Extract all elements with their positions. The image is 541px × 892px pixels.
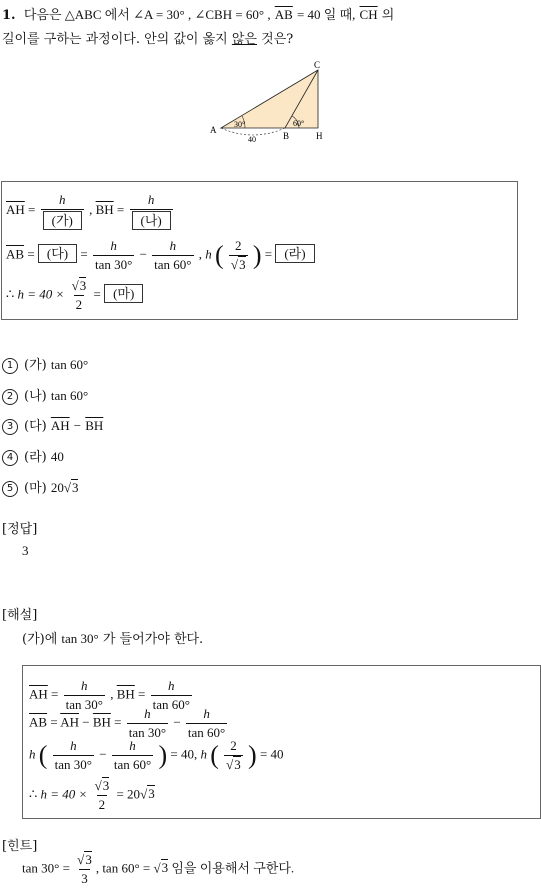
denominator: tan 60° [152,697,190,712]
denominator: 3 [81,871,88,886]
variable-h: h [200,746,207,762]
option-2[interactable] [2,385,88,405]
segment-bh: $\overline{BH}$ [95,201,114,217]
denominator: √3 [230,257,246,272]
explanation-tan: tan 30° [61,631,99,646]
option-label: (나) [24,389,47,404]
hint-tail: 임을 이용해서 구한다. [171,860,295,876]
comma: , [89,201,93,217]
numerator: h [129,738,136,753]
radicand: 3 [85,852,92,867]
explanation-text-b: 가 들어가야 한다. [102,632,204,647]
fraction [127,706,168,741]
option-value: tan 60° [50,388,89,403]
eq-sign: = [28,201,36,217]
fraction [41,192,84,230]
minus-sign: − [139,246,147,262]
question-text: 의 [381,8,395,23]
paren-open: ( [215,240,224,270]
option-5[interactable] [2,477,78,497]
result-40: = 40 [170,746,194,762]
fraction [93,778,112,813]
option-number: 1 [2,358,18,374]
option-value-pre: 20 [50,480,64,495]
option-number: 5 [2,481,18,497]
numerator: h [144,706,151,721]
option-4[interactable] [2,446,64,466]
eq-sign: = [138,686,146,702]
variable-h: h [205,246,212,262]
comma: , [193,746,198,762]
fraction [53,738,94,773]
question-text: 길이를 구하는 과정이다. 안의 값이 옳지 [2,32,228,47]
segment-ah: $\overline{AH}$ [29,686,48,702]
hint-heading: [힌트] [2,839,38,854]
segment-ch: $\overline{CH}$ [359,7,378,22]
option-label: (라) [24,450,47,465]
numerator: 2 [234,238,242,253]
label-b: B [283,131,290,141]
paren-close: ) [158,740,168,770]
denominator: tan 60° [113,757,152,772]
fraction [70,278,89,313]
question-line-1 [2,4,394,23]
segment-ab: $\overline{AB}$ [6,246,25,262]
length-brace [221,128,285,135]
eq-sign: = [50,714,58,730]
numerator: h [147,192,155,207]
explanation-heading: [해설] [2,608,38,623]
label-h: H [316,131,323,141]
minus-sign: − [82,714,90,730]
numerator: h [58,192,66,207]
result-40: = 40 [259,746,284,762]
equation-text: h = 40 × [17,286,65,302]
comma: , [198,246,202,262]
paren-close: ) [248,740,257,770]
eq-sign: = [27,246,35,262]
segment-ah: $\overline{AH}$ [60,714,79,730]
process-line-1 [6,192,175,230]
paren-open: ( [210,740,219,770]
denominator: tan 60° [187,725,226,740]
blank-ra: (라) [275,244,314,263]
denominator: tan 30° [65,697,103,712]
segment-ah: $\overline{AH}$ [6,201,25,217]
fraction [112,738,153,773]
comma: , [110,686,114,702]
option-number: 2 [2,389,18,405]
numerator: h [70,738,77,753]
numerator: 2 [230,738,237,753]
equation-text: h = 40 × [40,786,88,802]
fraction [224,738,243,773]
option-number: 3 [2,419,18,435]
question-text: 것은? [261,32,294,47]
option-value: − [73,418,82,433]
radicand: 3 [239,257,246,272]
fraction [75,852,94,887]
paren-open: ( [38,740,48,770]
radicand: 3 [161,860,169,876]
radicand: 3 [102,778,110,793]
option-1[interactable] [2,354,88,374]
segment-ab: $\overline{AB}$ [274,7,293,22]
question-text: = 40 일 때, [296,7,356,22]
explanation-box [22,665,541,819]
segment-bh: $\overline{BH}$ [116,686,135,702]
therefore-sign: ∴ [29,786,38,802]
angle-a-label: 30° [234,120,246,129]
question-number: 1. [2,8,16,23]
numerator: h [203,706,210,721]
answer-value: 3 [22,543,29,558]
process-line-3 [6,278,143,313]
option-value: $\overline{AH}$ [50,418,70,433]
numerator: h [81,678,88,693]
denominator: √3 [226,757,241,772]
denominator: tan 30° [54,757,93,772]
fraction [152,238,193,273]
option-label: (다) [24,419,47,434]
radicand: 3 [234,757,241,772]
eq-sign: = [51,686,59,702]
question-text: 다음은 △ABC 에서 ∠A = 30° , ∠CBH = 60° , [23,7,271,22]
eq-sign: = [114,714,122,730]
hint-tan30: tan 30° = [22,860,70,876]
option-label: (마) [24,481,47,496]
fraction [93,238,134,273]
explanation-line-4: ∴ h = 40 × $\frac{√3}{2}$ = 20√3 [29,778,155,812]
option-value: tan 60° [50,357,89,372]
numerator: √3 [94,778,110,793]
option-number: 4 [2,450,18,466]
segment-ab: $\overline{AB}$ [29,714,48,730]
label-a: A [210,125,217,135]
segment-bh: $\overline{BH}$ [92,714,111,730]
underlined-word: 않은 [231,32,257,47]
fraction [229,238,248,273]
numerator: h [169,238,177,253]
hint-mid: , tan 60° = [95,860,151,876]
denominator: tan 30° [128,725,167,740]
option-value: 40 [50,449,64,464]
denominator: tan 30° [94,257,133,272]
variable-h: h [29,746,36,762]
length-label: 40 [248,135,256,144]
denominator [130,209,173,230]
answer-heading: [정답] [2,522,38,537]
blank-ma: (마) [104,284,143,303]
explanation-text [22,628,203,647]
option-value: 20√3 [50,480,79,495]
blank-da: (다) [38,244,77,263]
therefore-sign: ∴ [6,286,15,302]
explanation-text-a: (가)에 [22,632,58,647]
radicand: 3 [148,786,155,802]
denominator: 2 [98,797,106,812]
eq-sign: = [264,246,273,262]
option-label: (가) [24,358,47,373]
denominator [41,209,84,230]
paren-close: ) [252,240,262,270]
process-line-2 [6,238,315,273]
eq-sign: = [116,201,125,217]
denominator: 2 [75,297,83,312]
blank-na: (나) [132,211,171,230]
minus-sign: − [99,746,107,762]
fraction [130,192,173,230]
denominator: tan 60° [154,257,192,272]
numerator: √3 [77,852,92,867]
numerator: √3 [71,278,87,293]
equation-text: = 20 [116,786,141,802]
blank-ga: (가) [43,211,82,230]
numerator: h [110,238,117,253]
minus-sign: − [173,714,181,730]
option-value: $\overline{BH}$ [85,418,104,433]
hint-line: tan 30° = $\frac{√3}{3}$ , tan 60° = √3 임을 이용해서 구한다. [22,852,295,886]
angle-b-label: 60° [293,119,305,128]
eq-sign: = [93,286,101,302]
fraction [186,706,227,741]
question-line-2 [2,28,293,47]
option-3[interactable] [2,415,103,435]
label-c: C [314,60,321,70]
explanation-line-2 [29,706,229,741]
explanation-line-3 [29,738,284,773]
eq-sign: = [80,246,88,262]
numerator: h [168,678,175,693]
radicand: 3 [79,278,87,293]
process-box [1,181,518,320]
radicand: 3 [71,480,79,495]
triangle-figure [205,58,335,146]
